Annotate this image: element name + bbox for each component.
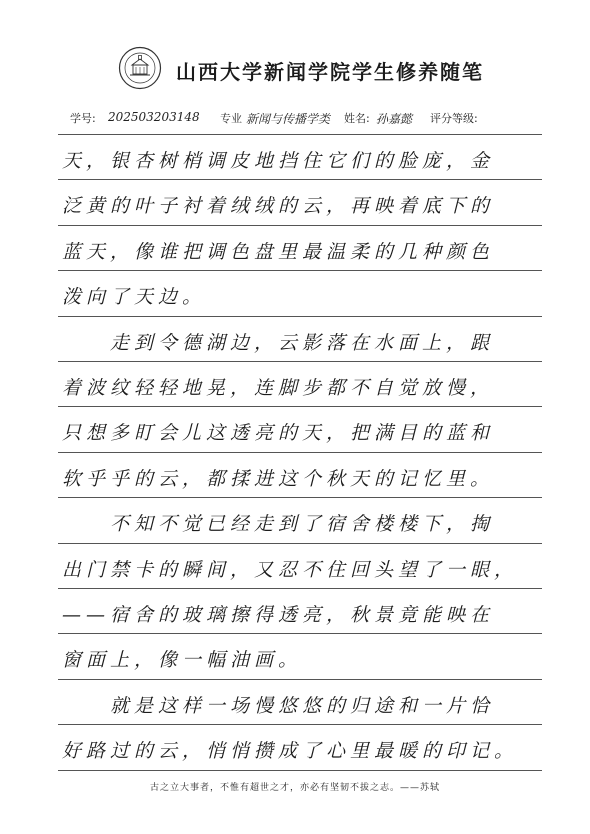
lined-writing-area (58, 134, 542, 770)
essay-line: 天，银杏树梢调皮地挡住它们的脸庞，金 (62, 150, 495, 172)
ruled-line (58, 179, 542, 180)
essay-line: 软乎乎的云，都揉进这个秋天的记忆里。 (62, 467, 495, 490)
footer-quote: 古之立大事者，不惟有超世之才，亦必有坚韧不拔之志。——苏轼 (149, 783, 440, 793)
major-label: 专业 (220, 112, 242, 125)
student-id-value: 202503203148 (108, 110, 200, 124)
major-value: 新闻与传播学类 (246, 112, 331, 126)
essay-line: 着波纹轻轻地晃，连脚步都不自觉放慢， (62, 377, 495, 399)
ruled-line (58, 225, 542, 226)
ruled-line (58, 452, 542, 453)
ruled-line (58, 633, 542, 634)
essay-line: 泼向了天边。 (62, 286, 207, 309)
essay-line: 窗面上，像一幅油画。 (62, 649, 303, 672)
name-value: 孙嘉懿 (376, 112, 413, 126)
essay-line: ——宿舍的玻璃擦得透亮，秋景竟能映在 (62, 604, 495, 626)
name-label: 姓名: (344, 112, 370, 125)
page-title: 山西大学新闻学院学生修养随笔 (176, 60, 484, 84)
ruled-line (58, 679, 542, 680)
ruled-line (58, 724, 542, 725)
ruled-line (58, 270, 542, 271)
grade-label: 评分等级: (430, 112, 478, 125)
page-header (0, 40, 590, 96)
student-info-line (70, 110, 540, 130)
university-seal-icon (118, 46, 162, 90)
essay-line: 不知不觉已经走到了宿舍楼楼下，掏 (62, 513, 495, 536)
ruled-line (58, 588, 542, 589)
ruled-line (58, 134, 542, 135)
essay-line: 就是这样一场慢悠悠的归途和一片恰 (62, 694, 495, 717)
essay-line: 走到令德湖边，云影落在水面上，跟 (62, 331, 495, 354)
essay-line: 好路过的云，悄悄攒成了心里最暖的印记。 (62, 740, 519, 763)
ruled-line (58, 497, 542, 498)
essay-line: 泛黄的叶子衬着绒绒的云，再映着底下的 (62, 195, 495, 218)
student-id-label: 学号: (70, 112, 96, 125)
ruled-line (58, 361, 542, 362)
essay-line: 只想多盯会儿这透亮的天，把满目的蓝和 (62, 422, 495, 445)
ruled-line (58, 406, 542, 407)
ruled-line (58, 543, 542, 544)
ruled-line (58, 770, 542, 771)
ruled-line (58, 316, 542, 317)
essay-line: 蓝天，像谁把调色盘里最温柔的几种颜色 (62, 240, 495, 263)
essay-line: 出门禁卡的瞬间，又忍不住回头望了一眼， (62, 558, 519, 581)
